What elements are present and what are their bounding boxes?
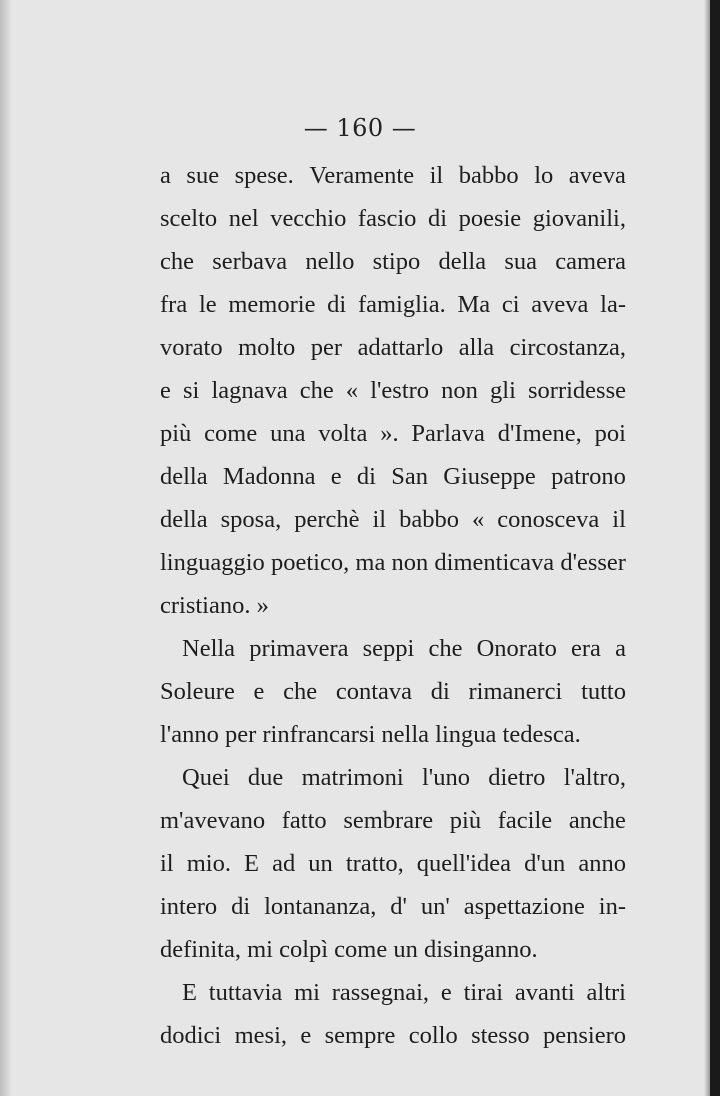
text-line: scelto nel vecchio fascio di poesie giovanili, — [160, 205, 626, 232]
text-line: della Madonna e di San Giuseppe patrono — [160, 463, 626, 490]
page-left-shadow — [0, 0, 12, 1096]
text-line: intero di lontananza, d' un' aspettazione in- — [160, 893, 626, 920]
text-line: e si lagnava che « l'estro non gli sorridesse — [160, 377, 626, 404]
text-line: Soleure e che contava di rimanerci tutto — [160, 678, 626, 705]
text-line: dodici mesi, e sempre collo stesso pensiero — [160, 1022, 626, 1049]
text-line: Nella primavera seppi che Onorato era a — [182, 635, 626, 662]
text-line: a sue spese. Veramente il babbo lo aveva — [160, 162, 626, 189]
page-number: — 160 — — [303, 114, 417, 142]
text-line: Quei due matrimoni l'uno dietro l'altro, — [182, 764, 626, 791]
body-text — [160, 154, 626, 1057]
text-line: vorato molto per adattarlo alla circostanza, — [160, 334, 626, 361]
text-line: fra le memorie di famiglia. Ma ci aveva la- — [160, 291, 626, 318]
text-line: m'avevano fatto sembrare più facile anche — [160, 807, 626, 834]
text-line: della sposa, perchè il babbo « conosceva il — [160, 506, 626, 533]
text-line: più come una volta ». Parlava d'Imene, poi — [160, 420, 626, 447]
text-line: cristiano. » — [160, 592, 269, 619]
text-line: il mio. E ad un tratto, quell'idea d'un anno — [160, 850, 626, 877]
page-right-edge — [710, 0, 720, 1096]
text-line: l'anno per rinfrancarsi nella lingua tedesca. — [160, 721, 581, 748]
text-line: definita, mi colpì come un disinganno. — [160, 936, 538, 963]
text-line: linguaggio poetico, ma non dimenticava d'esser — [160, 549, 626, 576]
text-line: E tuttavia mi rassegnai, e tirai avanti altri — [182, 979, 626, 1006]
text-line: che serbava nello stipo della sua camera — [160, 248, 626, 275]
